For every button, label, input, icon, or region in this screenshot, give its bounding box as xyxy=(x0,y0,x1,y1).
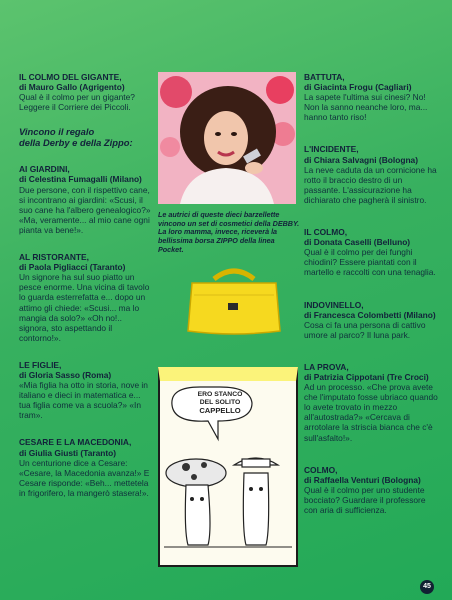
joke-author: di Mauro Gallo (Agrigento) xyxy=(19,82,125,93)
prize-heading xyxy=(19,126,151,148)
joke-author: di Giulia Giusti (Taranto) xyxy=(19,447,117,458)
joke-body: La neve caduta da un cornicione ha rotto il braccio destro di un passante. L'assicurazione ha dichiarato che pagherà il sinistro. xyxy=(304,164,437,205)
joke-title: INDOVINELLO, xyxy=(304,299,364,310)
prize-heading-line: Vincono il regalo xyxy=(19,126,95,138)
joke-body: Due persone, con il rispettivo cane, si incontrano ai giardini: «Scusi, il suo cane ha l'albero genealogico?» «Ma, veramente... al mio cane ogni pianta va bene!». xyxy=(19,184,151,235)
intro-joke xyxy=(19,72,151,112)
author-photo xyxy=(158,72,296,204)
joke-author: di Paola Pigliacci (Taranto) xyxy=(19,262,126,273)
joke-body: Qual è il colmo per dei funghi chiodini? Essere piantati con il martello e raccolti con una tenaglia. xyxy=(304,247,436,278)
speech-bubble-text xyxy=(178,391,262,415)
joke-body: Qual è il colmo per uno studente bocciato? Guardare il professore con aria di sufficienza. xyxy=(304,484,426,515)
bubble-line: DEL SOLITO xyxy=(199,399,241,406)
joke-body: Un centurione dice a Cesare: «Cesare, la Macedonia avanza!» E Cesare risponde: «Beh... mettetela in frigorifero, la mangerò stasera!». xyxy=(19,457,150,498)
joke-block xyxy=(19,252,151,343)
joke-title: L'INCIDENTE, xyxy=(304,144,359,155)
bubble-line: ERO STANCO xyxy=(197,391,243,398)
joke-body: «Mia figlia ha otto in storia, nove in italiano e dieci in matematica e... tua figlia come va a scuola?» «In tram». xyxy=(19,380,148,421)
joke-block xyxy=(304,465,438,515)
joke-body: Cosa ci fa una persona di cattivo umore al parco? Il luna park. xyxy=(304,319,426,340)
joke-body: Ad un processo. «Che prova avete che l'imputato fosse ubriaco quando lo avete trovato in mezzo all'autostrada?» «Cercava di arrotolare la striscia bianca che c'è sull'asfalto!». xyxy=(304,382,438,443)
joke-line: Leggere il Corriere dei Piccoli. xyxy=(19,102,131,113)
prize-heading-line: della Derby e della Zippo: xyxy=(19,137,133,149)
joke-author: di Donata Caselli (Belluno) xyxy=(304,237,411,248)
joke-title: CESARE E LA MACEDONIA, xyxy=(19,437,132,448)
joke-title: AL RISTORANTE, xyxy=(19,252,89,263)
right-column xyxy=(304,72,438,523)
joke-block xyxy=(304,72,438,122)
joke-author: di Chiara Salvagni (Bologna) xyxy=(304,154,419,165)
joke-title: LE FIGLIE, xyxy=(19,359,62,370)
joke-body: La sapete l'ultima sui cinesi? No! Non la sanno neanche loro, ma... hanno tanto riso! xyxy=(304,92,428,123)
joke-line: Qual è il colmo per un gigante? xyxy=(19,92,135,103)
bubble-line: CAPPELLO xyxy=(199,406,241,415)
joke-block xyxy=(304,362,438,443)
joke-block xyxy=(304,144,438,205)
joke-block xyxy=(304,227,438,277)
joke-author: di Celestina Fumagalli (Milano) xyxy=(19,174,142,185)
joke-author: di Francesca Colombetti (Milano) xyxy=(304,309,436,320)
joke-title: LA PROVA, xyxy=(304,361,349,372)
joke-block xyxy=(19,164,151,235)
joke-author: di Raffaella Venturi (Bologna) xyxy=(304,474,421,485)
joke-block xyxy=(304,300,438,340)
page-number: 45 xyxy=(420,580,434,594)
zippo-bag-image xyxy=(184,265,284,337)
joke-title: BATTUTA, xyxy=(304,72,345,82)
cartoon-panel xyxy=(158,367,298,567)
joke-title: IL COLMO, xyxy=(304,227,348,238)
joke-body: Un signore ha sul suo piatto un pesce enorme. Una vicina di tavolo lo guarda esterrefatta e... dopo un attimo gli chiede: «Scusi... ma lo mangia da solo?» «Oh no!.. signora, sto aspettando il contorno!». xyxy=(19,272,150,343)
girl-photo-image xyxy=(158,72,296,204)
joke-block xyxy=(19,437,151,498)
joke-author: di Gloria Sasso (Roma) xyxy=(19,369,112,380)
photo-caption: Le autrici di queste dieci barzellette vincono un set di cosmetici della DEBBY. La loro mamma, invece, riceverà la bellissima borsa ZIPPO della linea Pocket. xyxy=(158,210,300,254)
joke-author: di Giacinta Frogu (Cagliari) xyxy=(304,82,412,93)
left-column xyxy=(19,72,151,506)
joke-author: di Patrizia Cippotani (Tre Croci) xyxy=(304,371,429,382)
joke-title: IL COLMO DEL GIGANTE, xyxy=(19,72,122,82)
joke-title: AI GIARDINI, xyxy=(19,164,70,175)
joke-block xyxy=(19,360,151,421)
joke-title: COLMO, xyxy=(304,464,338,475)
